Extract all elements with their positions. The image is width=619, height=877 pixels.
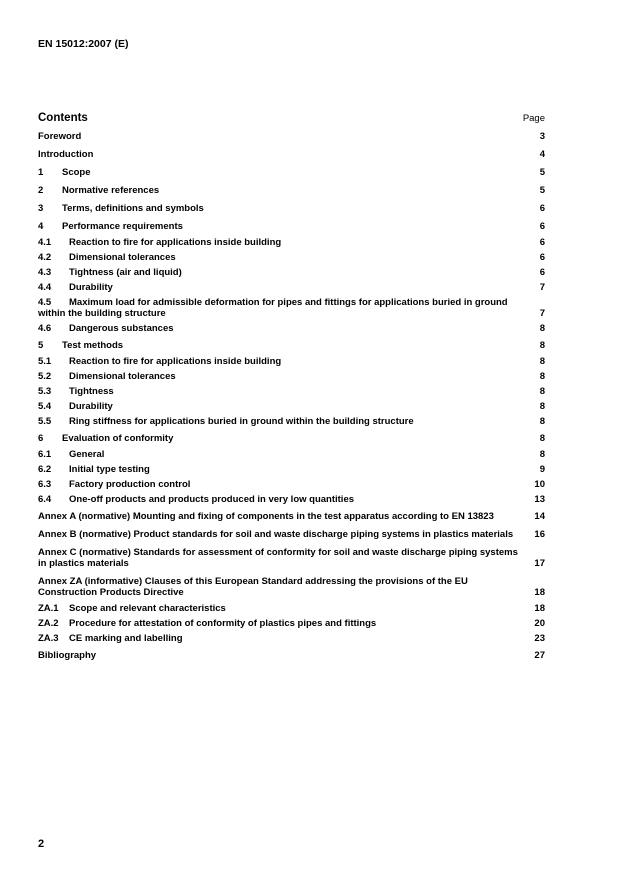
toc-entry-title: Durability [69, 282, 113, 293]
toc-entry[interactable] [38, 601, 545, 616]
toc-entry-text [38, 356, 540, 367]
toc-entry-text [38, 203, 540, 214]
toc-entry-title: Annex ZA (informative) Clauses of this European Standard addressing the provisions of the EU Construction Products Directive [38, 576, 468, 598]
toc-entry-page: 7 [539, 308, 545, 319]
toc-entry-number: ZA.3 [38, 633, 59, 644]
toc-entry-page: 8 [539, 340, 545, 351]
toc-entry-title: Maximum load for admissible deformation for pipes and fittings for applications buried in ground within the building structure [38, 297, 508, 319]
toc-entry[interactable] [38, 250, 545, 265]
toc-entry-title: Scope [62, 167, 91, 178]
toc-entry[interactable] [38, 127, 545, 145]
toc-entry-number: 5.5 [38, 416, 52, 427]
toc-entry-number: 5.2 [38, 371, 52, 382]
toc-entry-page: 8 [539, 449, 545, 460]
toc-entry-title: General [69, 449, 105, 460]
toc-entry-text [38, 529, 534, 540]
contents-heading-row [38, 112, 545, 124]
toc-entry-number: 4.3 [38, 267, 52, 278]
toc-entry[interactable] [38, 572, 545, 601]
toc-entry-title: Annex A (normative) Mounting and fixing of components in the test apparatus according to EN 13823 [38, 511, 494, 522]
toc-entry-number: 6.4 [38, 494, 52, 505]
toc-entry-page: 17 [534, 558, 545, 569]
toc-entry-text [38, 449, 540, 460]
toc-entry-title: Dimensional tolerances [69, 371, 176, 382]
toc-entry-page: 8 [539, 416, 545, 427]
toc-entry-text [38, 494, 534, 505]
toc-entry-page: 4 [539, 149, 545, 160]
toc-entry-title: One-off products and products produced in very low quantities [69, 494, 355, 505]
toc-entry-page: 6 [539, 203, 545, 214]
toc-entry[interactable] [38, 354, 545, 369]
toc-entry-text [38, 340, 540, 351]
toc-entry-title: Introduction [38, 149, 94, 160]
document-header: EN 15012:2007 (E) [38, 38, 129, 50]
toc-entry-title: Initial type testing [69, 464, 150, 475]
toc-entry-title: Dimensional tolerances [69, 252, 176, 263]
toc-entry-text [38, 237, 540, 248]
toc-entry-text [38, 603, 534, 614]
toc-entry[interactable] [38, 336, 545, 354]
toc-entry-page: 5 [539, 167, 545, 178]
toc-entry-title: Reaction to fire for applications inside building [69, 356, 282, 367]
toc-entry-text [38, 618, 534, 629]
toc-entry-title: Durability [69, 401, 113, 412]
toc-entry[interactable] [38, 525, 545, 543]
toc-entry-text [38, 633, 534, 644]
toc-entry-title: Performance requirements [62, 221, 183, 232]
toc-entry-title: Factory production control [69, 479, 191, 490]
toc-entry-text [38, 282, 540, 293]
toc-entry-text [38, 297, 540, 319]
toc-entry-page: 27 [534, 650, 545, 661]
toc-entry-page: 23 [534, 633, 545, 644]
toc-entry-page: 8 [539, 323, 545, 334]
toc-entry-page: 10 [534, 479, 545, 490]
toc-entry-text [38, 650, 534, 661]
toc-entry[interactable] [38, 199, 545, 217]
toc-entry-text [38, 433, 540, 444]
toc-entry-number: 2 [38, 185, 44, 196]
toc-entry-title: Foreword [38, 131, 82, 142]
toc-entry-number: 6.3 [38, 479, 52, 490]
toc-entry[interactable] [38, 265, 545, 280]
toc-entry-page: 20 [534, 618, 545, 629]
toc-entry[interactable] [38, 462, 545, 477]
toc-entry[interactable] [38, 543, 545, 572]
toc-entry-page: 6 [539, 252, 545, 263]
toc-entry-text [38, 185, 540, 196]
toc-entry-text [38, 547, 534, 569]
toc-entry-title: Normative references [62, 185, 160, 196]
toc-entry-number: 4.5 [38, 297, 52, 308]
toc-entry-text [38, 479, 534, 490]
toc-entry-page: 8 [539, 386, 545, 397]
toc-entry[interactable] [38, 399, 545, 414]
toc-entry-number: 3 [38, 203, 44, 214]
toc-entry-title: Evaluation of conformity [62, 433, 174, 444]
toc-entry-title: CE marking and labelling [69, 633, 183, 644]
toc-entry-title: Bibliography [38, 650, 97, 661]
toc-entry-number: 5.1 [38, 356, 52, 367]
toc-entry-text [38, 167, 540, 178]
toc-entry-number: 4.1 [38, 237, 52, 248]
toc-entry-text [38, 252, 540, 263]
toc-entry-number: ZA.1 [38, 603, 59, 614]
toc-entry-title: Terms, definitions and symbols [62, 203, 204, 214]
toc-entry-text [38, 371, 540, 382]
toc-entry-number: 6.1 [38, 449, 52, 460]
toc-entry-text [38, 221, 540, 232]
toc-entry-page: 6 [539, 237, 545, 248]
toc-entry-title: Tightness (air and liquid) [69, 267, 182, 278]
page-column-label: Page [522, 113, 545, 124]
toc-entry-title: Scope and relevant characteristics [69, 603, 226, 614]
toc-entry-title: Annex B (normative) Product standards for soil and waste discharge piping systems in plastics materials [38, 529, 514, 540]
toc-entry-number: 4.6 [38, 323, 52, 334]
toc-entry-page: 18 [534, 603, 545, 614]
toc-entry-text [38, 386, 540, 397]
toc-entry[interactable] [38, 235, 545, 250]
toc-entry-text [38, 149, 540, 160]
toc-entry[interactable] [38, 616, 545, 631]
toc-entry-text [38, 511, 534, 522]
toc-entry-page: 13 [534, 494, 545, 505]
toc-entry-number: 4 [38, 221, 44, 232]
toc-entry-page: 6 [539, 267, 545, 278]
toc-entry[interactable] [38, 384, 545, 399]
toc-entry[interactable] [38, 280, 545, 295]
toc-entry-number: 1 [38, 167, 44, 178]
toc-entry[interactable] [38, 414, 545, 429]
toc-entry-title: Dangerous substances [69, 323, 174, 334]
toc-entry-title: Procedure for attestation of conformity of plastics pipes and fittings [69, 618, 377, 629]
toc-entry-title: Reaction to fire for applications inside building [69, 237, 282, 248]
toc-entry-number: 5 [38, 340, 44, 351]
toc-entry-number: 6.2 [38, 464, 52, 475]
toc-entry-page: 18 [534, 587, 545, 598]
toc-entry[interactable] [38, 492, 545, 507]
toc-entry[interactable] [38, 477, 545, 492]
contents-title: Contents [38, 112, 88, 124]
toc-entry[interactable] [38, 631, 545, 646]
toc-entry[interactable] [38, 646, 545, 664]
toc-entry-number: ZA.2 [38, 618, 59, 629]
toc-entry-title: Annex C (normative) Standards for assessment of conformity for soil and waste discharge piping systems in plastics materials [38, 547, 518, 569]
toc-entry-text [38, 131, 540, 142]
toc-entry[interactable] [38, 429, 545, 447]
toc-entry[interactable] [38, 145, 545, 163]
toc-entry-text [38, 576, 534, 598]
toc-entry-page: 5 [539, 185, 545, 196]
toc-entry-number: 6 [38, 433, 44, 444]
toc-entry-text [38, 401, 540, 412]
toc-entry-page: 7 [539, 282, 545, 293]
toc-entry[interactable] [38, 369, 545, 384]
toc-entry[interactable] [38, 295, 545, 321]
toc-entry[interactable] [38, 507, 545, 525]
toc-entry-page: 3 [539, 131, 545, 142]
toc-entry-page: 8 [539, 356, 545, 367]
toc-entry-page: 8 [539, 371, 545, 382]
toc-entry-number: 5.4 [38, 401, 52, 412]
toc-entry-page: 8 [539, 433, 545, 444]
toc-entry[interactable] [38, 181, 545, 199]
toc-entry[interactable] [38, 321, 545, 336]
toc-entry-number: 4.2 [38, 252, 52, 263]
toc-entry-page: 9 [539, 464, 545, 475]
toc-entry-number: 4.4 [38, 282, 52, 293]
toc-entry-text [38, 267, 540, 278]
toc-entry-page: 16 [534, 529, 545, 540]
toc-entry-title: Test methods [62, 340, 124, 351]
table-of-contents [38, 127, 545, 664]
toc-entry-page: 14 [534, 511, 545, 522]
toc-entry[interactable] [38, 163, 545, 181]
toc-entry-number: 5.3 [38, 386, 52, 397]
toc-entry-text [38, 464, 540, 475]
toc-entry-text [38, 416, 540, 427]
page-number: 2 [38, 838, 45, 850]
toc-entry-page: 8 [539, 401, 545, 412]
toc-entry-title: Tightness [69, 386, 114, 397]
toc-entry[interactable] [38, 217, 545, 235]
toc-entry-title: Ring stiffness for applications buried in ground within the building structure [69, 416, 414, 427]
toc-entry[interactable] [38, 447, 545, 462]
toc-entry-text [38, 323, 540, 334]
toc-entry-page: 6 [539, 221, 545, 232]
